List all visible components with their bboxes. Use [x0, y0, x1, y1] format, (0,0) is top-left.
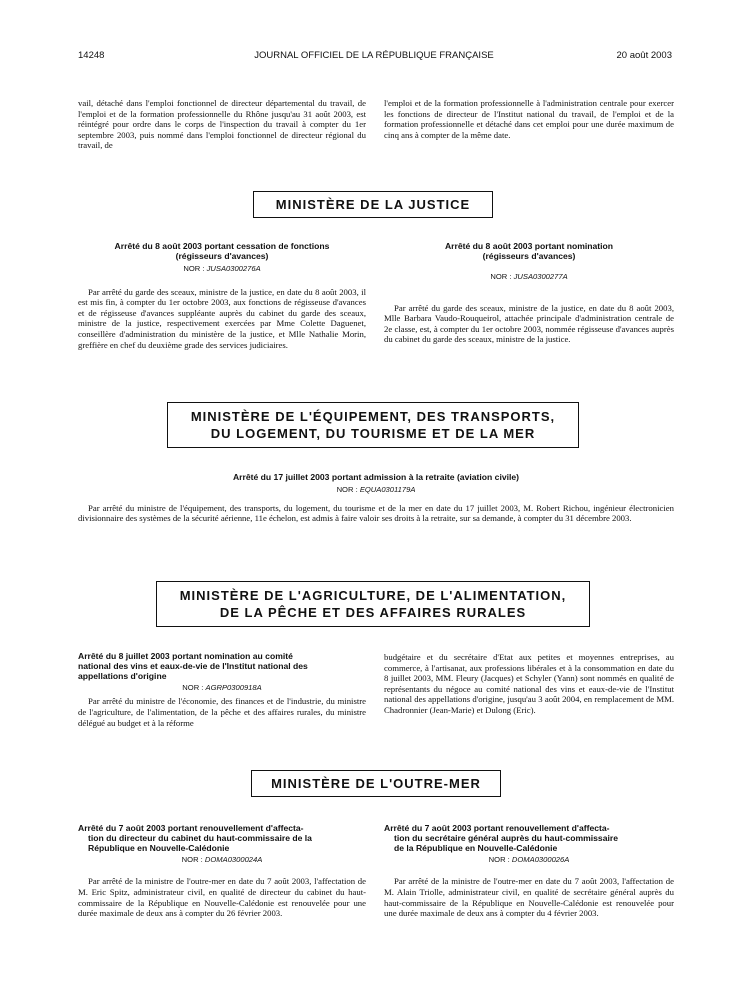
issue-date: 20 août 2003 [616, 50, 672, 61]
nor-reference: NOR : JUSA0300277A [490, 271, 568, 281]
arrete-body: Par arrêté du ministre de l'économie, des finances et de l'industrie, du ministre de l'agriculture, de l'alimentation, de la pêche et des affaires rurales, du ministre délégué au budget et à la réforme [78, 696, 366, 728]
arrete-title-line: Arrêté du 7 août 2003 portant renouvellement d'affecta- [384, 823, 610, 833]
arrete-title-line: Arrêté du 17 juillet 2003 portant admission à la retraite (aviation civile) [232, 472, 520, 482]
nor-reference: NOR : DOMA0300024A [181, 855, 263, 865]
arrete-agriculture-continued [384, 652, 674, 716]
arrete-title-line: République en Nouvelle-Calédonie [88, 842, 230, 853]
arrete-justice-cessation [78, 242, 366, 350]
section-heading-line: MINISTÈRE DE L'AGRICULTURE, DE L'ALIMENTATION, [179, 588, 567, 603]
arrete-title-line: Arrêté du 8 juillet 2003 portant nomination au comité [78, 651, 293, 661]
nor-reference: NOR : EQUA0301179A [336, 484, 416, 494]
arrete-title-line: appellations d'origine [78, 670, 167, 681]
continuation-left-text: vail, détaché dans l'emploi fonctionnel de directeur départemental du travail, de l'emploi et de la formation professionnelle du Rhône jusqu'au 31 août 2003, est réintégré pour ordre dans le corps de l'inspection du travail à compter du 1er septembre 2003, puis nommé dans l'emploi fonctionnel de directeur régional du travail, de [78, 98, 366, 151]
arrete-title-line: tion du secrétaire général auprès du haut-commissaire [394, 832, 618, 843]
arrete-outremer-cabinet [78, 824, 366, 919]
nor-reference: NOR : DOMA0300026A [488, 855, 570, 865]
arrete-title-line: Arrêté du 8 août 2003 portant cessation de fonctions [114, 241, 330, 251]
section-heading-line: DE LA PÊCHE ET DES AFFAIRES RURALES [219, 605, 527, 620]
arrete-outremer-secretaire [384, 824, 674, 919]
section-heading-outremer [251, 770, 501, 797]
continuation-right-text: l'emploi et de la formation professionnelle à l'administration centrale pour exercer les fonctions de directeur de l'Institut national du travail, de l'emploi et de la formation professionnelle et détaché dans cet emploi pour une durée maximum de cinq ans à compter de la même date. [384, 98, 674, 140]
arrete-justice-nomination [384, 242, 674, 345]
arrete-body: Par arrêté de la ministre de l'outre-mer en date du 7 août 2003, l'affectation de M. Eric Spitz, administrateur civil, en qualité de directeur du cabinet du haut-commissaire de la République en Nouvelle-Calédonie est renouvelée pour une durée maximale de deux ans à compter du 26 février 2003. [78, 876, 366, 919]
section-heading-agriculture [156, 581, 590, 627]
arrete-body: Par arrêté de la ministre de l'outre-mer en date du 7 août 2003, l'affectation de M. Alain Triolle, administrateur civil, en qualité de secrétaire général auprès du haut-commissaire de la République en Nouvelle-Calédonie est renouvelée pour une durée maximale de deux ans à compter du 4 février 2003. [384, 876, 674, 919]
section-heading-equipement [167, 402, 579, 448]
arrete-title-line: Arrêté du 7 août 2003 portant renouvellement d'affecta- [78, 823, 304, 833]
arrete-title-line: de la République en Nouvelle-Calédonie [394, 842, 558, 853]
section-heading-line: DU LOGEMENT, DU TOURISME ET DE LA MER [210, 426, 536, 441]
section-heading-line: MINISTÈRE DE L'ÉQUIPEMENT, DES TRANSPORTS, [190, 409, 556, 424]
section-heading-justice-text: MINISTÈRE DE LA JUSTICE [275, 197, 471, 212]
nor-reference: NOR : AGRP0300918A [182, 683, 262, 693]
arrete-title-line: Arrêté du 8 août 2003 portant nomination [444, 241, 614, 251]
arrete-body: budgétaire et du secrétaire d'Etat aux petites et moyennes entreprises, au commerce, à l'artisanat, aux professions libérales et à la consommation en date du 8 juillet 2003, MM. Fleury (Jacques) et Schyler (Yann) sont nommés en qualité de représentants du négoce au comité national des vins et eaux-de-vie de l'Institut national des appellations d'origine, jusqu'au 3 août 2004, en remplacement de MM. Chadronnier (Jean-Marie) et Dulong (Eric). [384, 652, 674, 715]
arrete-equipement [78, 473, 674, 524]
arrete-body: Par arrêté du garde des sceaux, ministre de la justice, en date du 8 août 2003, Mlle Barbara Vaudo-Rouqueirol, attachée principale d'administration centrale de 2e classe, est, à compter du 1er octobre 2003, nommée régisseuse d'avances auprès du cabinet du garde des sceaux, ministre de la justice. [384, 302, 674, 345]
continuation-right [384, 98, 674, 140]
continuation-left [78, 98, 366, 151]
arrete-title-line: (régisseurs d'avances) [175, 250, 269, 261]
journal-title: JOURNAL OFFICIEL DE LA RÉPUBLIQUE FRANÇAISE [254, 50, 494, 61]
section-heading-justice [253, 191, 493, 218]
arrete-title-line: tion du directeur du cabinet du haut-commissaire de la [88, 832, 312, 843]
arrete-body: Par arrêté du ministre de l'équipement, des transports, du logement, du tourisme et de la mer en date du 17 juillet 2003, M. Robert Richou, ingénieur électronicien divisionnaire des systèmes de la sécurité aérienne, 11e échelon, est admis à faire valoir ses droits à la retraite, sur sa demande, à compter du 31 décembre 2003. [78, 502, 674, 524]
arrete-agriculture [78, 652, 366, 728]
section-heading-outremer-text: MINISTÈRE DE L'OUTRE-MER [271, 776, 481, 791]
arrete-title-line: national des vins et eaux-de-vie de l'Institut national des [78, 660, 308, 671]
nor-reference: NOR : JUSA0300276A [183, 263, 261, 273]
arrete-body: Par arrêté du garde des sceaux, ministre de la justice, en date du 8 août 2003, il est mis fin, à compter du 1er octobre 2003, aux fonctions de régisseuse d'avances et de régisseuse d'avances suppléante auprès du cabinet du garde des sceaux, ministre de la justice, respectivement exercées par Mme Colette Daguenet, conseillère d'administration du ministère de la justice, et Mlle Nathalie Morin, greffière en chef du deuxième grade des services judiciaires. [78, 286, 366, 350]
arrete-title-line: (régisseurs d'avances) [482, 250, 576, 261]
page-number: 14248 [78, 50, 105, 61]
